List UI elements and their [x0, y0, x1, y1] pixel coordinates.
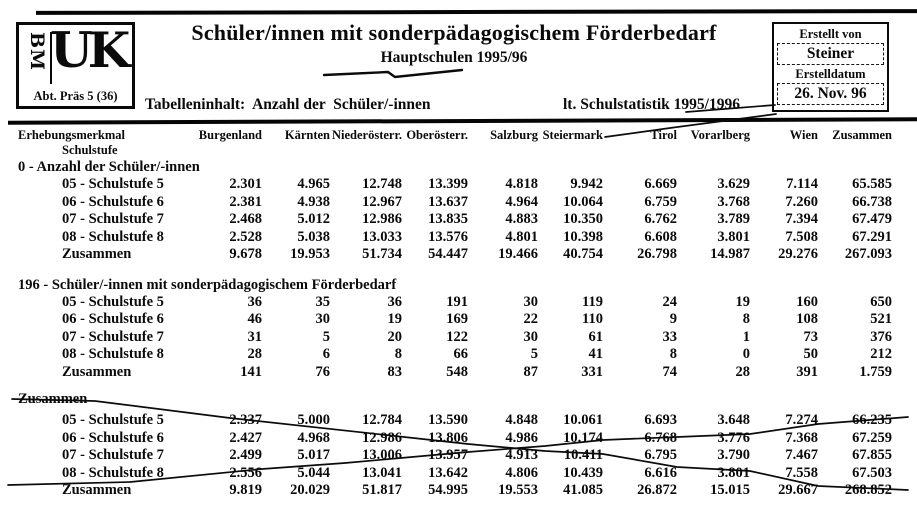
value-cell: 51.734	[362, 246, 402, 262]
value-cell: 2.301	[229, 176, 262, 192]
row-label: 06 - Schulstufe 6	[62, 311, 164, 327]
value-cell: 9.819	[229, 482, 262, 498]
value-cell: 14.987	[710, 246, 750, 262]
value-cell: 1	[742, 328, 750, 345]
row-label: 08 - Schulstufe 8	[62, 346, 164, 362]
value-cell: 108	[796, 311, 818, 327]
value-cell: 61	[588, 328, 603, 345]
value-cell: 12.986	[362, 429, 402, 446]
value-cell: 13.590	[428, 412, 468, 428]
value-cell: 4.801	[505, 228, 538, 245]
column-header-zusammen: Zusammen	[832, 128, 892, 142]
value-cell: 3.789	[717, 211, 750, 227]
value-cell: 4.913	[505, 447, 538, 463]
value-cell: 76	[315, 363, 330, 380]
section-rows	[18, 412, 894, 500]
value-cell: 19.553	[498, 482, 538, 498]
bmuk-logo	[16, 22, 135, 109]
value-cell: 74	[662, 363, 677, 380]
value-cell: 4.883	[505, 211, 538, 227]
value-cell: 30	[523, 328, 538, 345]
value-cell: 7.114	[786, 176, 818, 192]
value-cell: 8	[742, 311, 750, 327]
table-body	[18, 159, 894, 500]
value-cell: 4.968	[297, 429, 330, 446]
value-cell: 5	[530, 346, 538, 362]
value-cell: 29.276	[778, 246, 818, 262]
value-cell: 31	[247, 328, 262, 345]
value-cell: 2.381	[229, 193, 262, 210]
title-block	[138, 20, 770, 67]
row-header-label: Erhebungsmerkmal	[18, 128, 125, 142]
row-label: 06 - Schulstufe 6	[62, 429, 164, 446]
value-cell: 13.033	[362, 228, 402, 245]
logo-bm-text: BM	[26, 32, 52, 84]
value-cell: 548	[446, 363, 468, 380]
table-row	[18, 430, 894, 448]
column-header-krnten: Kärnten	[284, 128, 330, 142]
value-cell: 4.964	[505, 193, 538, 210]
value-cell: 19	[387, 311, 402, 327]
value-cell: 66	[453, 346, 468, 362]
table-row	[18, 447, 894, 465]
value-cell: 22	[523, 311, 538, 327]
row-label: Zusammen	[62, 482, 132, 498]
value-cell: 6.762	[644, 211, 677, 227]
value-cell: 7.274	[785, 412, 818, 428]
value-cell: 521	[870, 311, 892, 327]
value-cell: 8	[394, 346, 402, 362]
value-cell: 6.795	[644, 447, 677, 463]
value-cell: 110	[582, 311, 603, 327]
value-cell: 33	[662, 328, 677, 345]
value-cell: 3.648	[717, 412, 750, 428]
value-cell: 10.439	[563, 464, 603, 481]
value-cell: 7.467	[785, 447, 818, 463]
value-cell: 35	[315, 293, 330, 310]
value-cell: 4.818	[505, 176, 538, 192]
value-cell: 268.852	[844, 482, 892, 498]
value-cell: 5.012	[297, 211, 330, 227]
value-cell: 19.466	[498, 246, 538, 262]
value-cell: 391	[796, 363, 818, 380]
section-title: 196 - Schüler/-innen mit sonderpädagogischem Förderbedarf	[18, 276, 397, 293]
column-header-row	[18, 128, 894, 143]
value-cell: 83	[387, 363, 402, 380]
column-header-burgenland: Burgenland	[198, 128, 262, 142]
value-cell: 20	[387, 328, 402, 345]
value-cell: 30	[523, 293, 538, 310]
value-cell: 13.806	[428, 429, 468, 446]
section-title: Zusammen	[18, 391, 88, 407]
value-cell: 19.953	[290, 246, 330, 262]
section-rows	[18, 176, 894, 264]
source-statistics-label: lt. Schulstatistik 1995/1996	[563, 96, 740, 113]
value-cell: 36	[387, 293, 402, 310]
value-cell: 5.000	[297, 412, 330, 428]
value-cell: 66.738	[852, 193, 892, 210]
value-cell: 66.235	[852, 412, 892, 428]
value-cell: 10.064	[563, 193, 603, 210]
value-cell: 3.629	[717, 176, 750, 192]
table-row	[18, 482, 894, 500]
value-cell: 40.754	[563, 246, 603, 262]
creation-info-box	[772, 22, 889, 112]
value-cell: 0	[742, 346, 750, 362]
table-row	[18, 294, 894, 312]
value-cell: 28	[247, 346, 262, 362]
header-separator-rule	[8, 117, 917, 124]
value-cell: 41.085	[563, 482, 603, 498]
column-header-wien: Wien	[789, 128, 818, 142]
row-label: 07 - Schulstufe 7	[62, 211, 164, 227]
value-cell: 122	[446, 328, 468, 345]
value-cell: 3.801	[717, 228, 750, 245]
value-cell: 29.667	[778, 482, 818, 498]
row-label: 08 - Schulstufe 8	[62, 464, 164, 481]
value-cell: 46	[247, 311, 262, 327]
value-cell: 6.693	[644, 412, 677, 428]
value-cell: 2.337	[229, 412, 262, 428]
table-row	[18, 346, 894, 364]
column-header-obersterr: Oberösterr.	[406, 128, 468, 142]
value-cell: 3.790	[717, 447, 750, 463]
table-row	[18, 412, 894, 430]
table-row	[18, 329, 894, 347]
section-rows	[18, 294, 894, 382]
column-header-vorarlberg: Vorarlberg	[690, 128, 750, 142]
subtitle-underline-stroke	[324, 70, 462, 77]
value-cell: 212	[870, 346, 892, 362]
value-cell: 24	[662, 293, 677, 310]
logo-uk-text: UK	[50, 21, 126, 79]
row-label: Zusammen	[62, 246, 132, 262]
value-cell: 26.872	[637, 482, 677, 498]
column-header-niedersterr: Niederösterr.	[332, 128, 402, 142]
table-row	[18, 246, 894, 264]
value-cell: 4.806	[505, 464, 538, 481]
value-cell: 2.427	[229, 429, 262, 446]
value-cell: 13.642	[428, 464, 468, 481]
row-label: 07 - Schulstufe 7	[62, 328, 164, 345]
value-cell: 10.174	[563, 429, 603, 446]
created-date-value: 26. Nov. 96	[777, 83, 884, 105]
value-cell: 13.399	[428, 176, 468, 192]
value-cell: 2.528	[229, 228, 262, 245]
statistics-table	[18, 128, 894, 500]
table-row	[18, 211, 894, 229]
value-cell: 7.508	[785, 228, 818, 245]
value-cell: 9.678	[229, 246, 262, 262]
column-header-salzburg: Salzburg	[490, 128, 538, 142]
value-cell: 67.479	[852, 211, 892, 227]
value-cell: 6.669	[644, 176, 677, 192]
value-cell: 9.942	[570, 176, 603, 192]
logo-department-label: Abt. Präs 5 (36)	[33, 89, 118, 103]
value-cell: 12.967	[362, 193, 402, 210]
created-by-value: Steiner	[777, 43, 884, 65]
table-content-label: Tabelleninhalt: Anzahl der Schüler/-innen	[145, 96, 431, 113]
value-cell: 12.986	[362, 211, 402, 227]
value-cell: 36	[247, 293, 262, 310]
value-cell: 6.759	[644, 193, 677, 210]
value-cell: 3.768	[717, 193, 750, 210]
row-label: 05 - Schulstufe 5	[62, 412, 164, 428]
table-row	[18, 229, 894, 247]
value-cell: 20.029	[290, 482, 330, 498]
table-row	[18, 311, 894, 329]
value-cell: 10.398	[563, 228, 603, 245]
value-cell: 13.576	[428, 228, 468, 245]
value-cell: 12.784	[362, 412, 402, 428]
value-cell: 13.006	[362, 447, 402, 463]
value-cell: 4.965	[297, 176, 330, 192]
value-cell: 141	[240, 363, 262, 380]
value-cell: 4.986	[505, 429, 538, 446]
value-cell: 73	[803, 328, 818, 345]
row-label: 05 - Schulstufe 5	[62, 293, 164, 310]
value-cell: 169	[446, 311, 468, 327]
value-cell: 5.017	[297, 447, 330, 463]
value-cell: 7.558	[785, 464, 818, 481]
value-cell: 119	[582, 293, 603, 310]
value-cell: 19	[735, 293, 750, 310]
table-row	[18, 194, 894, 212]
row-label: 08 - Schulstufe 8	[62, 228, 164, 245]
section-title: 0 - Anzahl der Schüler/-innen	[18, 159, 200, 175]
page-subtitle: Hauptschulen 1995/96	[380, 49, 528, 66]
value-cell: 67.291	[852, 228, 892, 245]
created-date-label: Erstelldatum	[795, 67, 866, 81]
value-cell: 6.616	[644, 464, 677, 481]
value-cell: 191	[446, 293, 468, 310]
value-cell: 41	[588, 346, 603, 362]
value-cell: 15.015	[710, 482, 750, 498]
value-cell: 67.259	[852, 429, 892, 446]
value-cell: 5.038	[297, 228, 330, 245]
value-cell: 10.411	[563, 447, 603, 463]
value-cell: 13.637	[428, 193, 468, 210]
top-rule	[36, 9, 917, 15]
value-cell: 13.957	[428, 447, 468, 463]
value-cell: 12.748	[362, 176, 402, 192]
value-cell: 376	[870, 328, 892, 345]
value-cell: 3.801	[717, 464, 750, 481]
value-cell: 67.855	[852, 447, 892, 463]
value-cell: 7.394	[785, 211, 818, 227]
value-cell: 54.447	[428, 246, 468, 262]
value-cell: 2.499	[229, 447, 262, 463]
value-cell: 650	[870, 293, 892, 310]
value-cell: 10.350	[563, 211, 603, 227]
table-row	[18, 465, 894, 483]
table-row	[18, 176, 894, 194]
value-cell: 5.044	[297, 464, 330, 481]
column-header-tirol: Tirol	[650, 128, 677, 142]
value-cell: 3.776	[717, 429, 750, 446]
value-cell: 2.556	[229, 464, 262, 481]
row-label: Zusammen	[62, 363, 132, 380]
value-cell: 28	[735, 363, 750, 380]
value-cell: 51.817	[362, 482, 402, 498]
value-cell: 1.759	[859, 363, 892, 380]
value-cell: 4.938	[297, 193, 330, 210]
value-cell: 87	[523, 363, 538, 380]
row-label: 05 - Schulstufe 5	[62, 176, 164, 192]
value-cell: 9	[669, 311, 677, 327]
value-cell: 13.041	[362, 464, 402, 481]
value-cell: 30	[315, 311, 330, 327]
value-cell: 6.768	[644, 429, 677, 446]
value-cell: 8	[669, 346, 677, 362]
value-cell: 50	[803, 346, 818, 362]
column-header-steiermark: Steiermark	[542, 128, 603, 142]
created-by-label: Erstellt von	[799, 27, 862, 41]
value-cell: 13.835	[428, 211, 468, 227]
row-label: 06 - Schulstufe 6	[62, 193, 164, 210]
value-cell: 26.798	[637, 246, 677, 262]
value-cell: 7.260	[785, 193, 818, 210]
value-cell: 54.995	[428, 482, 468, 498]
row-label: 07 - Schulstufe 7	[62, 447, 164, 463]
value-cell: 160	[796, 293, 818, 310]
value-cell: 5	[322, 328, 330, 345]
value-cell: 65.585	[852, 176, 892, 192]
table-row	[18, 364, 894, 382]
value-cell: 6	[322, 346, 330, 362]
value-cell: 2.468	[229, 211, 262, 227]
value-cell: 7.368	[785, 429, 818, 446]
value-cell: 6.608	[644, 228, 677, 245]
row-header-sublabel: Schulstufe	[62, 143, 118, 157]
value-cell: 67.503	[852, 464, 892, 481]
value-cell: 331	[581, 363, 603, 380]
page-title: Schüler/innen mit sonderpädagogischem Förderbedarf	[191, 20, 717, 45]
value-cell: 267.093	[844, 246, 892, 262]
value-cell: 4.848	[505, 412, 538, 428]
value-cell: 10.061	[563, 412, 603, 428]
